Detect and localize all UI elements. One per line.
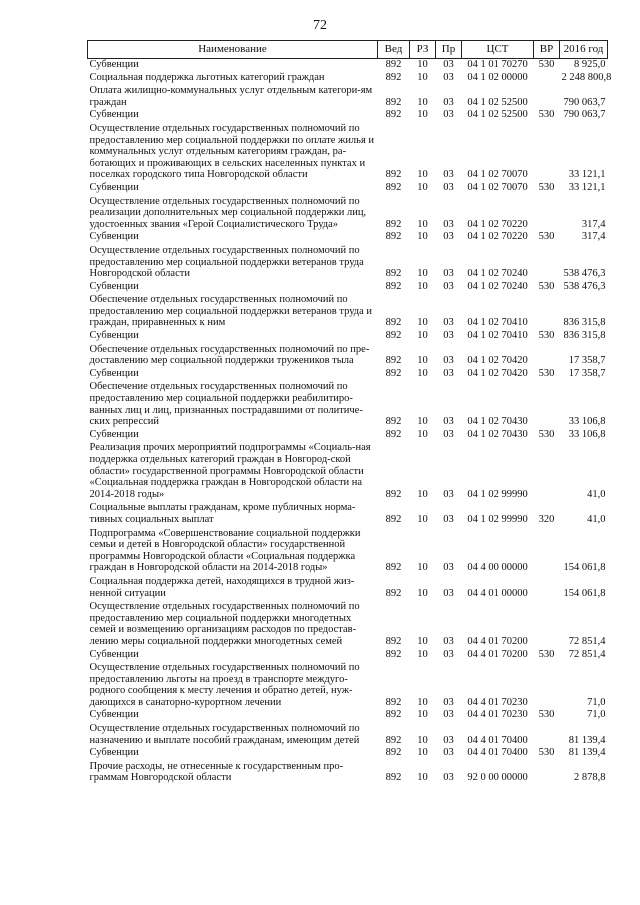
cell-amount: 33 106,8	[568, 428, 606, 440]
cell-amount: 538 476,3	[563, 280, 606, 292]
cell-amount: 33 106,8	[568, 416, 606, 428]
cell-vr: 530	[538, 428, 555, 440]
table-row	[88, 122, 608, 182]
table-row	[88, 195, 608, 232]
cell-rz: 10	[417, 772, 428, 784]
table-row	[88, 330, 608, 343]
table-header	[88, 41, 608, 59]
cell-name: Субвенции	[89, 747, 139, 759]
cell-ved: 892	[385, 330, 402, 342]
cell-amount: 33 121,1	[568, 169, 606, 181]
cell-ved: 892	[385, 169, 402, 181]
cell-name: Социальная поддержка льготных категорий граждан	[89, 71, 325, 83]
cell-amount: 154 061,8	[563, 587, 606, 599]
cell-vr	[534, 195, 560, 232]
cell-rz: 10	[417, 562, 428, 574]
cell-name: Субвенции	[89, 280, 139, 292]
cell-cst: 04 1 02 99990	[467, 488, 528, 500]
cell-cst: 04 1 02 70430	[467, 428, 528, 440]
cell-cst: 04 4 01 00000	[467, 587, 528, 599]
cell-pr: 03	[443, 330, 454, 342]
cell-name: Субвенции	[89, 367, 139, 379]
cell-vr	[534, 244, 560, 281]
cell-vr: 530	[538, 231, 555, 243]
cell-ved: 892	[385, 367, 402, 379]
cell-vr	[534, 343, 560, 368]
table-row	[88, 244, 608, 281]
cell-vr: 530	[538, 747, 555, 759]
table-row	[88, 109, 608, 122]
cell-pr: 03	[443, 648, 454, 660]
cell-pr: 03	[443, 181, 454, 193]
cell-pr: 03	[443, 772, 454, 784]
cell-name: Осуществление отдельных государственных полномочий по предоставлению мер социальной поддержки ветеранов труда Новгородской области	[89, 244, 364, 280]
cell-pr: 03	[443, 280, 454, 292]
cell-rz: 10	[417, 169, 428, 181]
cell-name: Субвенции	[89, 428, 139, 440]
cell-amount: 836 315,8	[563, 317, 606, 329]
cell-cst: 04 1 02 70420	[467, 367, 528, 379]
cell-cst: 04 1 02 70410	[467, 330, 528, 342]
table-row	[88, 293, 608, 330]
cell-cst: 04 1 02 70220	[467, 231, 528, 243]
cell-amount: 2 248 800,8	[561, 71, 612, 83]
cell-ved: 892	[385, 428, 402, 440]
cell-ved: 892	[385, 109, 402, 121]
budget-table	[87, 40, 612, 785]
cell-name: Субвенции	[89, 181, 139, 193]
cell-vr	[534, 380, 560, 428]
cell-rz: 10	[417, 355, 428, 367]
header-name: Наименование	[88, 41, 378, 59]
table-row	[88, 441, 608, 501]
cell-rz: 10	[417, 109, 428, 121]
page-number: 72	[313, 18, 327, 33]
cell-amount: 2 878,8	[574, 772, 606, 784]
cell-rz: 10	[417, 709, 428, 721]
cell-name: Осуществление отдельных государственных полномочий по реализации дополнительных мер социальной поддержки лиц, удостоенных звания «Герой Социалистического Труда»	[89, 195, 367, 230]
cell-name: Субвенции	[89, 109, 139, 121]
table-row	[88, 661, 608, 709]
cell-vr	[534, 722, 560, 747]
cell-cst: 04 4 01 70400	[467, 747, 528, 759]
cell-pr: 03	[443, 416, 454, 428]
cell-ved: 892	[385, 772, 402, 784]
cell-name: Субвенции	[89, 59, 139, 70]
table-row	[88, 59, 608, 72]
cell-pr: 03	[443, 587, 454, 599]
header-cst: ЦСТ	[462, 41, 534, 59]
table-row	[88, 182, 608, 195]
cell-pr: 03	[443, 169, 454, 181]
table-row	[88, 231, 608, 244]
cell-pr: 03	[443, 696, 454, 708]
cell-pr: 03	[443, 96, 454, 108]
cell-amount: 8 925,0	[574, 59, 606, 70]
cell-vr: 530	[538, 109, 555, 121]
cell-rz: 10	[417, 428, 428, 440]
cell-pr: 03	[443, 59, 454, 70]
cell-name: Осуществление отдельных государственных полномочий по назначению и выплате пособий гражданам, имеющим детей	[89, 723, 360, 746]
cell-ved: 892	[385, 696, 402, 708]
cell-pr: 03	[443, 109, 454, 121]
header-ved: Вед	[378, 41, 410, 59]
table-body	[88, 59, 612, 786]
table-row	[88, 501, 608, 526]
cell-cst: 04 1 02 70430	[467, 416, 528, 428]
cell-ved: 892	[385, 734, 402, 746]
cell-amount: 17 358,7	[568, 367, 606, 379]
cell-ved: 892	[385, 747, 402, 759]
cell-rz: 10	[417, 317, 428, 329]
cell-rz: 10	[417, 218, 428, 230]
cell-cst: 04 4 00 00000	[467, 562, 528, 574]
cell-amount: 81 139,4	[568, 747, 606, 759]
table-row	[88, 747, 608, 760]
cell-vr	[534, 122, 560, 182]
cell-pr: 03	[443, 488, 454, 500]
cell-ved: 892	[385, 648, 402, 660]
cell-rz: 10	[417, 181, 428, 193]
cell-pr: 03	[443, 635, 454, 647]
cell-rz: 10	[417, 231, 428, 243]
cell-name: Реализация прочих мероприятий подпрограммы «Социаль-ная поддержка отдельных категорий граждан в Новгород-ской области» государственной программы Новгородской области «Социальная поддержка граждан в Новгородской области на 2014-2018 годы»	[89, 442, 371, 500]
cell-rz: 10	[417, 696, 428, 708]
cell-amount: 154 061,8	[563, 562, 606, 574]
cell-pr: 03	[443, 355, 454, 367]
cell-cst: 04 1 02 70070	[467, 181, 528, 193]
cell-pr: 03	[443, 231, 454, 243]
table-row	[88, 84, 608, 109]
cell-cst: 04 1 02 70220	[467, 218, 528, 230]
cell-amount: 538 476,3	[563, 268, 606, 280]
cell-rz: 10	[417, 648, 428, 660]
cell-amount: 71,0	[587, 696, 606, 708]
cell-pr: 03	[443, 562, 454, 574]
cell-cst: 04 1 02 52500	[467, 109, 528, 121]
cell-rz: 10	[417, 330, 428, 342]
cell-name: Субвенции	[89, 330, 139, 342]
cell-cst: 04 1 02 70420	[467, 355, 528, 367]
cell-cst: 04 1 02 70240	[467, 268, 528, 280]
cell-pr: 03	[443, 709, 454, 721]
cell-ved: 892	[385, 71, 402, 83]
cell-vr	[534, 72, 560, 85]
cell-name: Оплата жилищно-коммунальных услуг отдельным категори-ям граждан	[89, 85, 373, 108]
cell-vr	[534, 661, 560, 709]
cell-rz: 10	[417, 587, 428, 599]
cell-pr: 03	[443, 513, 454, 525]
cell-amount: 17 358,7	[568, 355, 606, 367]
cell-vr: 320	[538, 513, 555, 525]
cell-vr	[534, 527, 560, 575]
table-row	[88, 368, 608, 381]
cell-rz: 10	[417, 488, 428, 500]
cell-pr: 03	[443, 428, 454, 440]
table-row	[88, 72, 608, 85]
cell-rz: 10	[417, 280, 428, 292]
cell-cst: 04 1 02 52500	[467, 96, 528, 108]
cell-vr: 530	[538, 648, 555, 660]
cell-name: Социальные выплаты гражданам, кроме публичных норма-тивных социальных выплат	[89, 502, 356, 525]
cell-ved: 892	[385, 513, 402, 525]
cell-vr: 530	[538, 181, 555, 193]
cell-name: Подпрограмма «Совершенствование социальной поддержки семьи и детей в Новгородской области» государственной программы Новгородской области «Социальная поддержка граждан в Новгородской области на 2014-2018 годы»	[89, 527, 361, 574]
cell-ved: 892	[385, 181, 402, 193]
cell-vr	[534, 441, 560, 501]
cell-ved: 892	[385, 317, 402, 329]
cell-pr: 03	[443, 218, 454, 230]
cell-cst: 04 1 02 99990	[467, 513, 528, 525]
header-rz: РЗ	[410, 41, 436, 59]
cell-ved: 892	[385, 280, 402, 292]
cell-name: Субвенции	[89, 709, 139, 721]
table-header-row	[88, 41, 608, 59]
cell-cst: 04 1 01 70270	[467, 59, 528, 70]
cell-name: Прочие расходы, не отнесенные к государственным про-граммам Новгородской области	[89, 760, 344, 784]
cell-amount: 72 851,4	[568, 635, 606, 647]
cell-vr: 530	[538, 330, 555, 342]
cell-amount: 72 851,4	[568, 648, 606, 660]
cell-pr: 03	[443, 734, 454, 746]
cell-ved: 892	[385, 268, 402, 280]
cell-cst: 04 1 02 70410	[467, 317, 528, 329]
cell-name: Осуществление отдельных государственных полномочий по предоставлению мер социальной поддержки многодетных семей и возмещению организациям расходов по предостав-лению меры социальной поддержки многодетных семей	[89, 601, 360, 647]
cell-ved: 892	[385, 587, 402, 599]
cell-pr: 03	[443, 367, 454, 379]
table-row	[88, 722, 608, 747]
cell-vr: 530	[538, 59, 555, 70]
cell-name: Осуществление отдельных государственных полномочий по предоставлению мер социальной поддержки по оплате жилья и коммунальных услуг отдельным категориям граждан, ра-ботающих и проживающих в сельских населенных пунктах и поселках городского типа Новгородской области	[89, 122, 375, 181]
cell-cst: 04 4 01 70200	[467, 648, 528, 660]
cell-ved: 892	[385, 231, 402, 243]
cell-vr	[534, 575, 560, 600]
cell-cst: 92 0 00 00000	[467, 772, 528, 784]
cell-cst: 04 1 02 00000	[467, 71, 528, 83]
table-row	[88, 380, 608, 428]
cell-pr: 03	[443, 71, 454, 83]
cell-rz: 10	[417, 635, 428, 647]
cell-rz: 10	[417, 734, 428, 746]
header-vr: ВР	[534, 41, 560, 59]
cell-amount: 317,4	[581, 218, 606, 230]
cell-cst: 04 4 01 70200	[467, 635, 528, 647]
cell-cst: 04 1 02 70240	[467, 280, 528, 292]
cell-rz: 10	[417, 367, 428, 379]
cell-amount: 790 063,7	[563, 96, 606, 108]
cell-name: Осуществление отдельных государственных полномочий по предоставлению льготы на проезд в транспорте междуго-родного сообщения к месту лечения и обратно детей, нуж-дающихся в санаторно-курортном лечении	[89, 662, 360, 708]
cell-amount: 836 315,8	[563, 330, 606, 342]
cell-amount: 71,0	[587, 709, 606, 721]
cell-ved: 892	[385, 635, 402, 647]
cell-ved: 892	[385, 562, 402, 574]
cell-cst: 04 1 02 70070	[467, 169, 528, 181]
cell-ved: 892	[385, 355, 402, 367]
cell-rz: 10	[417, 268, 428, 280]
cell-rz: 10	[417, 513, 428, 525]
cell-amount: 41,0	[587, 488, 606, 500]
cell-rz: 10	[417, 71, 428, 83]
table-row	[88, 281, 608, 294]
cell-vr	[534, 84, 560, 109]
header-pr: Пр	[436, 41, 462, 59]
cell-vr: 530	[538, 280, 555, 292]
cell-ved: 892	[385, 709, 402, 721]
cell-cst: 04 4 01 70230	[467, 696, 528, 708]
cell-amount: 33 121,1	[568, 181, 606, 193]
cell-vr	[534, 760, 560, 785]
cell-amount: 81 139,4	[568, 734, 606, 746]
cell-ved: 892	[385, 59, 402, 70]
cell-pr: 03	[443, 747, 454, 759]
cell-rz: 10	[417, 416, 428, 428]
table-row	[88, 649, 608, 662]
cell-vr	[534, 293, 560, 330]
cell-ved: 892	[385, 96, 402, 108]
cell-name: Обеспечение отдельных государственных полномочий по предоставлению мер социальной поддержки ветеранов труда и граждан, приравненных к ним	[89, 294, 373, 329]
cell-name: Обеспечение отдельных государственных полномочий по пре-доставлению мер социальной поддержки тружеников тыла	[89, 343, 370, 367]
table-row	[88, 600, 608, 648]
cell-cst: 04 4 01 70400	[467, 734, 528, 746]
table-row	[88, 709, 608, 722]
cell-vr	[534, 600, 560, 648]
table-row	[88, 760, 608, 785]
cell-pr: 03	[443, 268, 454, 280]
cell-name: Социальная поддержка детей, находящихся в трудной жиз-ненной ситуации	[89, 575, 355, 599]
table-row	[88, 527, 608, 575]
cell-name: Субвенции	[89, 648, 139, 660]
cell-vr: 530	[538, 709, 555, 721]
table-row	[88, 575, 608, 600]
cell-ved: 892	[385, 488, 402, 500]
cell-amount: 41,0	[587, 513, 606, 525]
cell-name: Субвенции	[89, 231, 139, 243]
cell-pr: 03	[443, 317, 454, 329]
cell-ved: 892	[385, 416, 402, 428]
cell-cst: 04 4 01 70230	[467, 709, 528, 721]
table-row	[88, 343, 608, 368]
cell-name: Обеспечение отдельных государственных полномочий по предоставлению мер социальной поддержки реабилитиро-ванных лиц и лиц, признанных пострадавшими от политиче-ских репрессий	[89, 381, 363, 428]
cell-rz: 10	[417, 59, 428, 70]
cell-amount: 317,4	[581, 231, 606, 243]
table-row	[88, 429, 608, 442]
cell-amount: 790 063,7	[563, 109, 606, 121]
cell-vr: 530	[538, 367, 555, 379]
cell-ved: 892	[385, 218, 402, 230]
cell-rz: 10	[417, 747, 428, 759]
header-year: 2016 год	[560, 41, 608, 59]
cell-rz: 10	[417, 96, 428, 108]
